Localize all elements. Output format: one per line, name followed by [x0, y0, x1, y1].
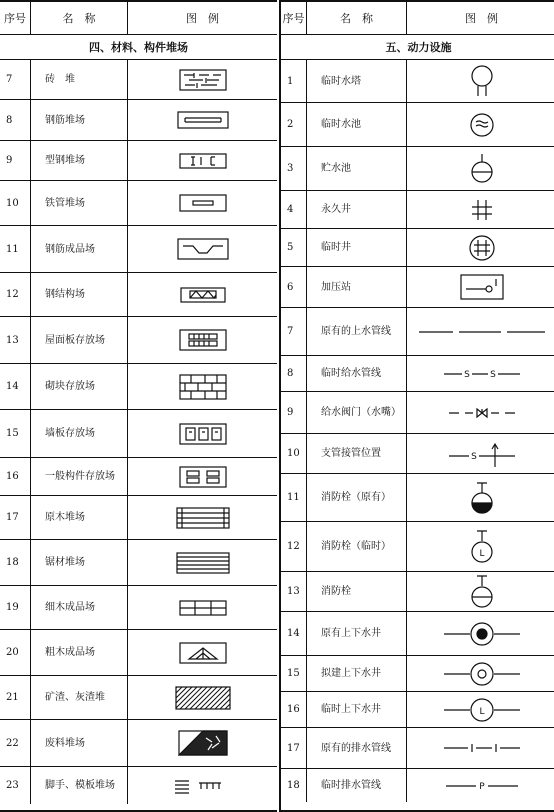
row-number: 18 [281, 769, 307, 802]
row-name: 贮水池 [307, 147, 407, 190]
row-number: 8 [0, 100, 31, 140]
row-number: 16 [281, 692, 307, 727]
row-legend [128, 364, 277, 409]
table-row [0, 364, 277, 410]
table-row [0, 100, 277, 141]
svg-text:S: S [489, 369, 496, 380]
table-row [281, 769, 554, 802]
table-row [0, 586, 277, 630]
table-row [281, 60, 554, 103]
row-name: 细木成品场 [31, 586, 128, 629]
row-legend [407, 769, 554, 802]
svg-text:L: L [478, 706, 485, 717]
row-name: 一般构件存放场 [31, 458, 128, 495]
header-no: 序号 [0, 2, 31, 34]
svg-text:P: P [478, 781, 485, 792]
svg-text:S: S [463, 369, 470, 380]
block-storage-symbol [179, 374, 227, 400]
row-number: 14 [0, 364, 31, 409]
section-title: 四、材料、构件堆场 [0, 35, 277, 60]
scaffold-formwork-yard-symbol [171, 778, 235, 794]
row-name: 临时上下水井 [307, 692, 407, 727]
row-name: 拟建上下水井 [307, 656, 407, 691]
row-name: 给水阀门（水嘴） [307, 392, 407, 433]
row-number: 23 [0, 767, 31, 804]
row-legend [128, 496, 277, 539]
table-row [0, 226, 277, 273]
row-name: 锯材堆场 [31, 540, 128, 585]
table-row [281, 229, 554, 267]
rough-wood-products-symbol [179, 642, 227, 664]
row-number: 20 [0, 630, 31, 675]
row-name: 墙板存放场 [31, 410, 128, 457]
temporary-manhole-symbol [442, 697, 522, 723]
row-number: 9 [281, 392, 307, 433]
roof-panel-storage-symbol [179, 329, 227, 351]
row-legend [407, 229, 554, 266]
row-legend [407, 434, 554, 473]
table-row [281, 267, 554, 308]
existing-water-supply-line-symbol [417, 327, 547, 337]
reservoir-symbol [467, 152, 497, 186]
table-row [0, 60, 277, 100]
row-number: 4 [281, 191, 307, 228]
temporary-pool-symbol [467, 110, 497, 140]
log-yard-symbol [176, 507, 230, 529]
row-legend [407, 692, 554, 727]
row-number: 17 [0, 496, 31, 539]
existing-hydrant-symbol [467, 481, 497, 515]
row-name: 砌块存放场 [31, 364, 128, 409]
iron-pipe-yard-symbol [179, 194, 227, 212]
row-legend [407, 474, 554, 521]
steel-structure-yard-symbol [180, 287, 226, 303]
row-number: 11 [281, 474, 307, 521]
row-name: 型钢堆场 [31, 141, 128, 180]
table-row [281, 308, 554, 356]
row-legend [128, 540, 277, 585]
wall-panel-storage-symbol [179, 423, 227, 445]
permanent-well-symbol [469, 197, 495, 223]
row-number: 1 [281, 60, 307, 102]
table-row [0, 410, 277, 458]
slag-ash-pile-symbol [175, 686, 231, 710]
table-row [0, 630, 277, 676]
row-legend [407, 522, 554, 571]
table-header [281, 2, 554, 35]
row-name: 原木堆场 [31, 496, 128, 539]
temporary-well-symbol [467, 233, 497, 263]
row-legend [128, 141, 277, 180]
proposed-manhole-symbol [442, 661, 522, 687]
header-name: 名 称 [31, 2, 128, 34]
row-number: 15 [281, 656, 307, 691]
power-facilities-table [279, 0, 554, 812]
row-name: 屋面板存放场 [31, 317, 128, 363]
table-row [0, 141, 277, 181]
table-row [281, 191, 554, 229]
row-legend [128, 273, 277, 316]
temporary-water-tower-symbol [467, 64, 497, 98]
row-name: 钢筋堆场 [31, 100, 128, 140]
existing-manhole-symbol [442, 621, 522, 647]
row-name: 临时排水管线 [307, 769, 407, 802]
row-number: 15 [0, 410, 31, 457]
row-number: 22 [0, 720, 31, 766]
row-name: 粗木成品场 [31, 630, 128, 675]
row-number: 10 [0, 181, 31, 225]
table-row [281, 692, 554, 728]
table-row [281, 572, 554, 612]
row-legend [128, 181, 277, 225]
row-number: 6 [281, 267, 307, 307]
header-no: 序号 [281, 2, 307, 34]
row-number: 14 [281, 612, 307, 655]
row-legend [407, 392, 554, 433]
row-number: 5 [281, 229, 307, 266]
row-number: 17 [281, 728, 307, 768]
table-row [0, 458, 277, 496]
row-name: 消防栓（临时） [307, 522, 407, 571]
rebar-yard-symbol [177, 111, 229, 129]
table-row [0, 496, 277, 540]
row-legend [128, 410, 277, 457]
row-number: 3 [281, 147, 307, 190]
header-name: 名 称 [307, 2, 407, 34]
temporary-drain-line-symbol [442, 779, 522, 793]
row-legend [407, 612, 554, 655]
row-legend [407, 267, 554, 307]
existing-drain-line-symbol [442, 742, 522, 754]
table-row [281, 522, 554, 572]
branch-connection-symbol [447, 439, 517, 469]
row-name: 消防栓 [307, 572, 407, 611]
row-name: 临时水塔 [307, 60, 407, 102]
header-legend: 图 例 [186, 12, 219, 25]
row-legend [407, 572, 554, 611]
row-number: 7 [281, 308, 307, 355]
row-number: 12 [0, 273, 31, 316]
general-component-storage-symbol [179, 466, 227, 488]
table-row [281, 474, 554, 522]
row-name: 原有上下水井 [307, 612, 407, 655]
row-number: 11 [0, 226, 31, 272]
row-name: 砖 堆 [31, 60, 128, 99]
row-legend [128, 226, 277, 272]
table-row [0, 317, 277, 364]
header-legend: 图 例 [465, 12, 498, 25]
hydrant-symbol [467, 574, 497, 610]
row-number: 9 [0, 141, 31, 180]
row-legend [407, 728, 554, 768]
row-number: 19 [0, 586, 31, 629]
row-legend [128, 100, 277, 140]
table-row [281, 147, 554, 191]
svg-text:S: S [470, 451, 477, 462]
row-legend [128, 586, 277, 629]
row-number: 18 [0, 540, 31, 585]
row-number: 16 [0, 458, 31, 495]
row-name: 消防栓（原有） [307, 474, 407, 521]
row-legend [407, 308, 554, 355]
row-name: 永久井 [307, 191, 407, 228]
brick-pile-symbol [179, 69, 227, 91]
row-name: 原有的排水管线 [307, 728, 407, 768]
row-number: 13 [281, 572, 307, 611]
row-number: 8 [281, 356, 307, 391]
row-legend [407, 60, 554, 102]
water-valve-symbol [447, 406, 517, 420]
row-name: 脚手、模板堆场 [31, 767, 128, 804]
row-name: 矿渣、灰渣堆 [31, 676, 128, 719]
row-name: 原有的上水管线 [307, 308, 407, 355]
temporary-hydrant-symbol [467, 529, 497, 565]
row-number: 12 [281, 522, 307, 571]
row-number: 10 [281, 434, 307, 473]
row-legend [128, 676, 277, 719]
row-legend [407, 356, 554, 391]
row-legend [128, 317, 277, 363]
row-legend [128, 60, 277, 99]
row-legend [407, 147, 554, 190]
table-row [0, 720, 277, 767]
table-row [281, 103, 554, 147]
table-row [0, 273, 277, 317]
booster-station-symbol [460, 274, 504, 300]
row-name: 支管接管位置 [307, 434, 407, 473]
row-legend [128, 630, 277, 675]
row-name: 加压站 [307, 267, 407, 307]
row-number: 2 [281, 103, 307, 146]
table-row [281, 728, 554, 769]
row-legend [128, 720, 277, 766]
row-name: 钢结构场 [31, 273, 128, 316]
row-legend [407, 656, 554, 691]
row-legend [407, 103, 554, 146]
table-row [0, 181, 277, 226]
row-name: 临时水池 [307, 103, 407, 146]
table-header [0, 2, 277, 35]
section-title: 五、动力设施 [281, 35, 554, 60]
row-legend [407, 191, 554, 228]
temporary-water-supply-line-symbol [442, 367, 522, 381]
sawn-timber-yard-symbol [176, 552, 230, 574]
table-row [0, 676, 277, 720]
fine-wood-products-symbol [179, 600, 227, 616]
row-name: 钢筋成品场 [31, 226, 128, 272]
row-legend [128, 458, 277, 495]
row-number: 13 [0, 317, 31, 363]
table-row [0, 767, 277, 804]
table-row [281, 612, 554, 656]
table-row [281, 434, 554, 474]
section-steel-yard-symbol [179, 153, 227, 169]
row-name: 铁管堆场 [31, 181, 128, 225]
row-number: 21 [0, 676, 31, 719]
row-name: 废料堆场 [31, 720, 128, 766]
row-name: 临时给水管线 [307, 356, 407, 391]
waste-yard-symbol [178, 730, 228, 756]
row-name: 临时井 [307, 229, 407, 266]
table-row [0, 540, 277, 586]
row-legend [128, 767, 277, 804]
table-row [281, 392, 554, 434]
table-row [281, 356, 554, 392]
finished-rebar-yard-symbol [177, 238, 229, 260]
table-row [281, 656, 554, 692]
row-number: 7 [0, 60, 31, 99]
svg-text:L: L [478, 548, 485, 559]
